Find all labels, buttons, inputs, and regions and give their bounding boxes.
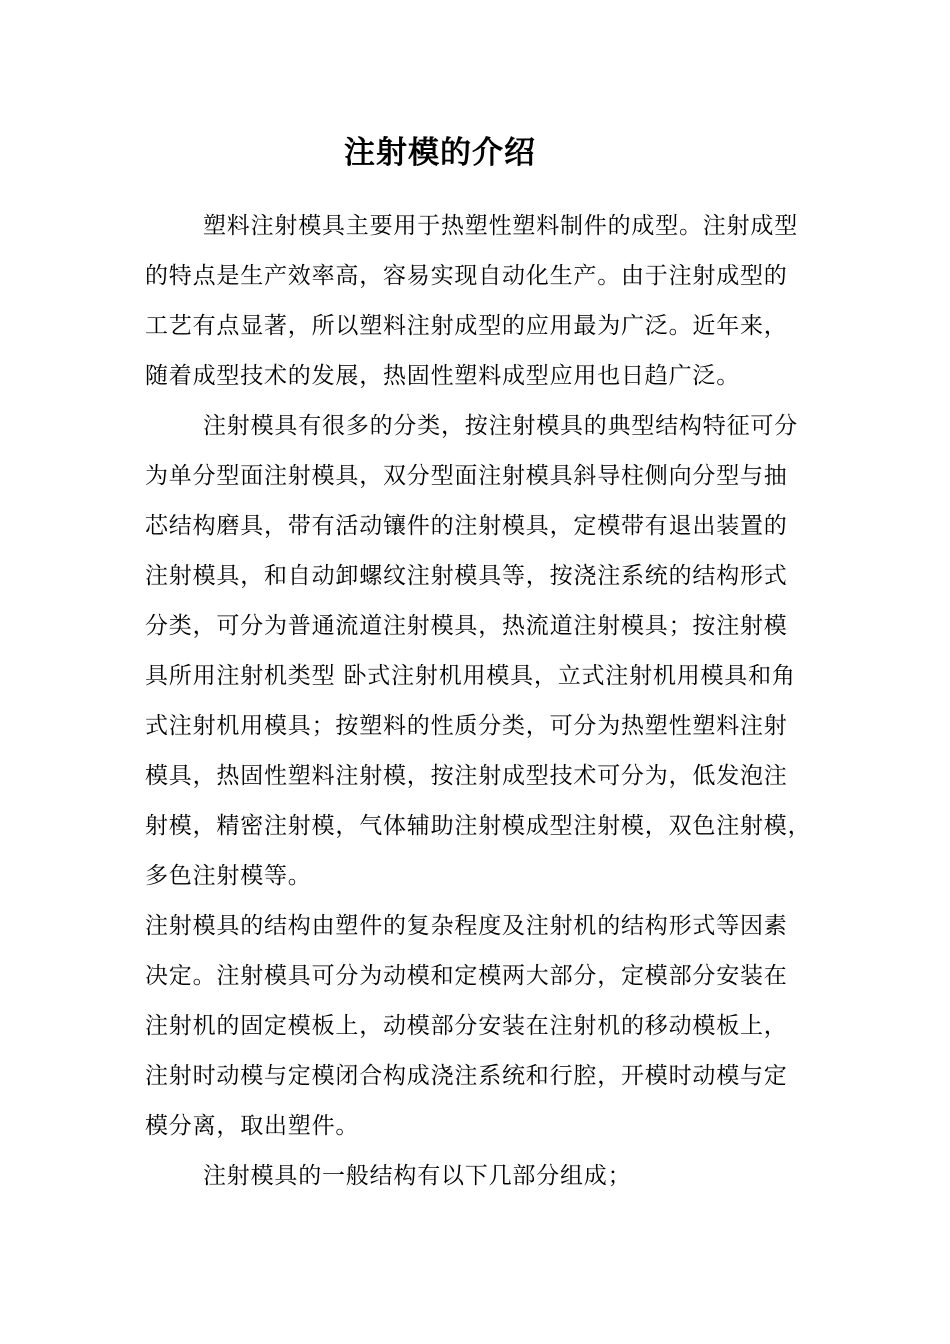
paragraph-3-line-4: 注射时动模与定模闭合构成浇注系统和行腔，开模时动模与定	[145, 1063, 788, 1089]
paragraph-2-line-6: 具所用注射机类型 卧式注射机用模具，立式注射机用模具和角	[145, 663, 796, 689]
paragraph-3-line-3: 注射机的固定模板上，动模部分安装在注射机的移动模板上，	[145, 1013, 788, 1039]
paragraph-1-line-4: 随着成型技术的发展，热固性塑料成型应用也日趋广泛。	[145, 363, 740, 389]
paragraph-1-line-2: 的特点是生产效率高，容易实现自动化生产。由于注射成型的	[145, 263, 788, 289]
paragraph-2-line-4: 注射模具，和自动卸螺纹注射模具等，按浇注系统的结构形式	[145, 563, 788, 589]
paragraph-2-line-5: 分类，可分为普通流道注射模具，热流道注射模具；按注射模	[145, 613, 788, 639]
document-title: 注射模的介绍	[344, 135, 536, 171]
paragraph-2-line-1: 注射模具有很多的分类，按注射模具的典型结构特征可分	[203, 413, 798, 439]
paragraph-2-line-9: 射模，精密注射模，气体辅助注射模成型注射模，双色注射模，	[145, 813, 812, 839]
paragraph-1-line-1: 塑料注射模具主要用于热塑性塑料制件的成型。注射成型	[203, 213, 798, 239]
paragraph-2-line-2: 为单分型面注射模具，双分型面注射模具斜导柱侧向分型与抽	[145, 463, 788, 489]
paragraph-2-line-10: 多色注射模等。	[145, 863, 312, 889]
paragraph-3-line-5: 模分离，取出塑件。	[145, 1113, 360, 1139]
paragraph-1-line-3: 工艺有点显著，所以塑料注射成型的应用最为广泛。近年来，	[145, 313, 788, 339]
paragraph-2-line-7: 式注射机用模具；按塑料的性质分类，可分为热塑性塑料注射	[145, 713, 788, 739]
paragraph-3-line-2: 决定。注射模具可分为动模和定模两大部分，定模部分安装在	[145, 963, 788, 989]
paragraph-3-line-1: 注射模具的结构由塑件的复杂程度及注射机的结构形式等因素	[145, 913, 788, 939]
paragraph-2-line-8: 模具，热固性塑料注射模，按注射成型技术可分为，低发泡注	[145, 763, 788, 789]
paragraph-2-line-3: 芯结构磨具，带有活动镶件的注射模具，定模带有退出装置的	[145, 513, 788, 539]
paragraph-4-line-1: 注射模具的一般结构有以下几部分组成；	[203, 1163, 632, 1189]
